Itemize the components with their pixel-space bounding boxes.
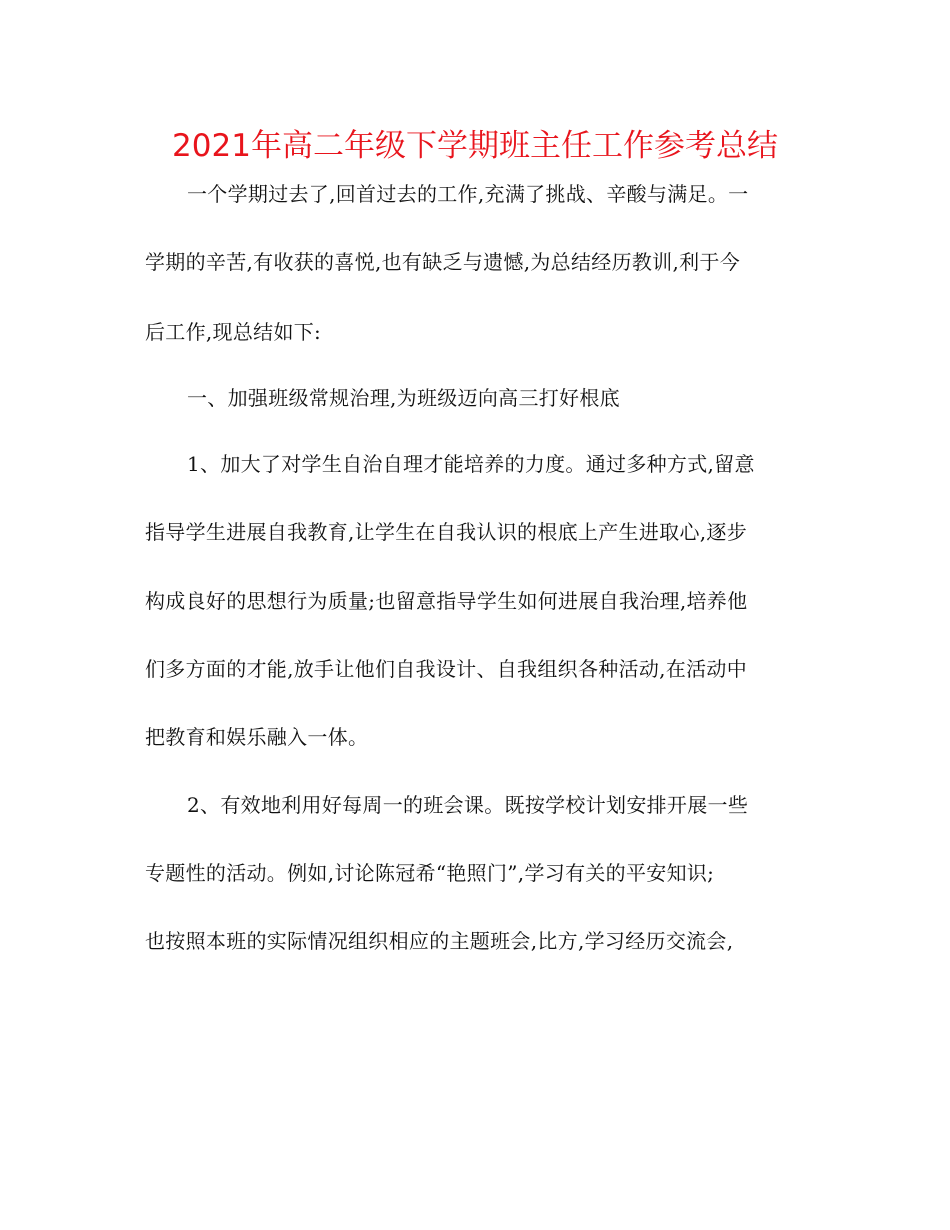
document-title: 2021年高二年级下学期班主任工作参考总结 [172, 128, 778, 164]
paragraph-line: 后工作,现总结如下: [145, 320, 322, 344]
paragraph-line: 把教育和娱乐融入一体。 [145, 725, 369, 749]
paragraph-line: 指导学生进展自我教育,让学生在自我认识的根底上产生进取心,逐步 [145, 520, 748, 544]
paragraph-line: 构成良好的思想行为质量;也留意指导学生如何进展自我治理,培养他 [145, 589, 748, 613]
paragraph-line: 学期的辛苦,有收获的喜悦,也有缺乏与遗憾,为总结经历教训,利于今 [145, 250, 741, 274]
section-heading: 一、加强班级常规治理,为班级迈向高三打好根底 [187, 386, 620, 410]
paragraph-line: 们多方面的才能,放手让他们自我设计、自我组织各种活动,在活动中 [145, 657, 748, 681]
paragraph-line: 也按照本班的实际情况组织相应的主题班会,比方,学习经历交流会, [145, 929, 734, 953]
paragraph-line: 2、有效地利用好每周一的班会课。既按学校计划安排开展一些 [187, 793, 749, 817]
paragraph-line: 一个学期过去了,回首过去的工作,充满了挑战、辛酸与满足。一 [187, 182, 749, 206]
paragraph-line: 1、加大了对学生自治自理才能培养的力度。通过多种方式,留意 [187, 452, 755, 476]
paragraph-line: 专题性的活动。例如,讨论陈冠希“艳照门”,学习有关的平安知识; [145, 861, 715, 885]
